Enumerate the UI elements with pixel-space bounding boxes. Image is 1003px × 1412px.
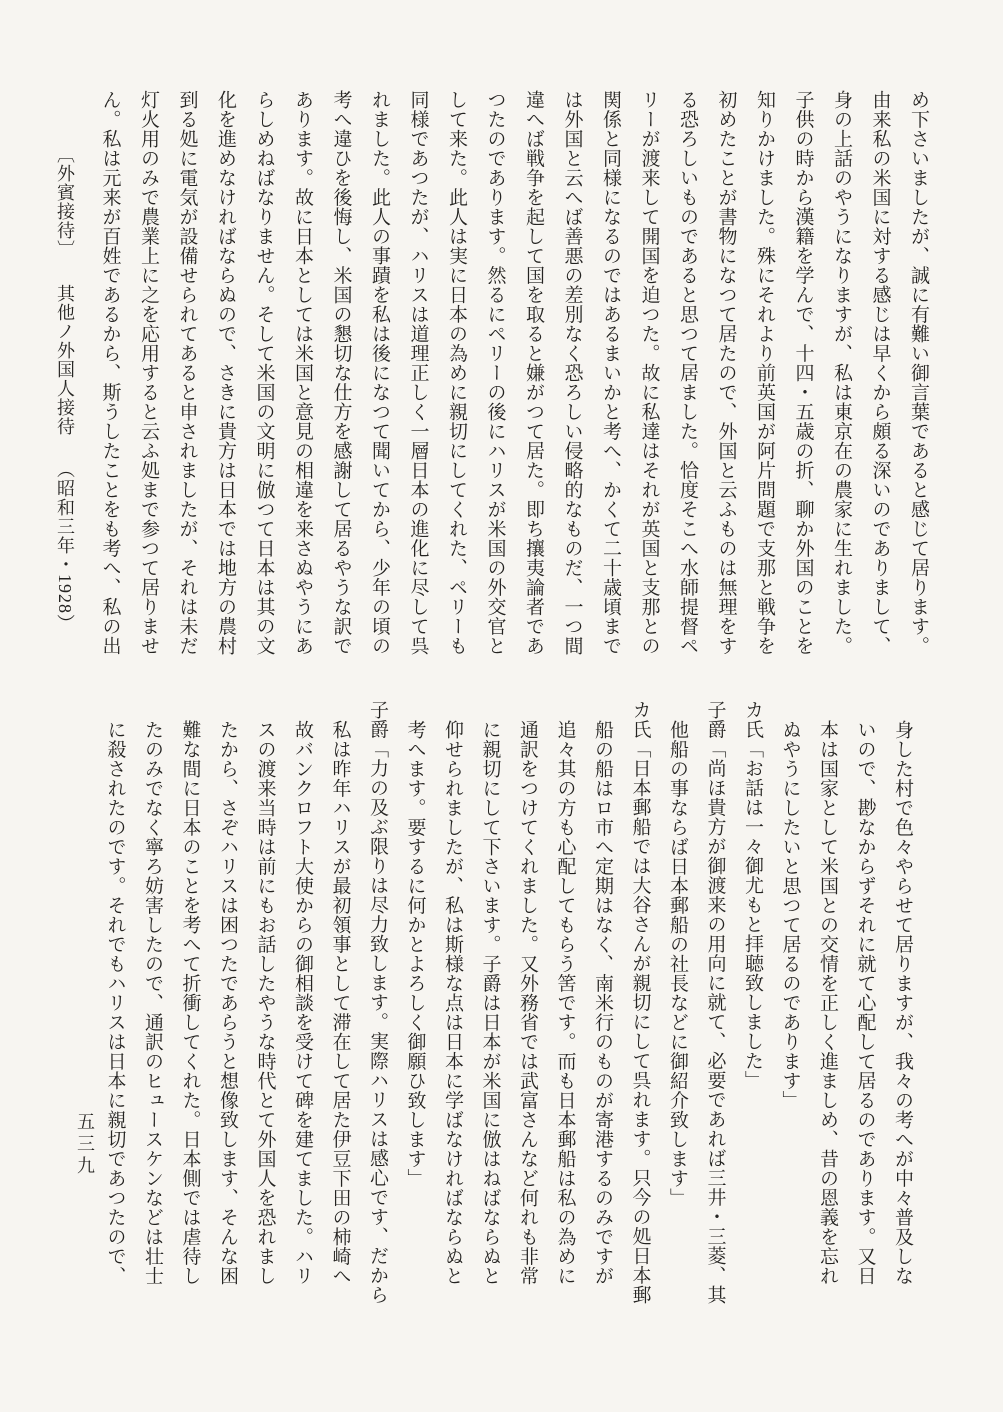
text-column: 船の船はロ市へ定期はなく、南米行のものが寄港するのみですが: [592, 720, 613, 1286]
text-column: スの渡来当時は前にもお話したやうな時代とて外国人を恐れまし: [254, 720, 276, 1286]
text-column: 灯火用のみで農業上に之を応用すると云ふ処まで参つて居りませ: [138, 90, 159, 656]
section-header: [52, 145, 78, 633]
text-column: 関係と同様になるのではあるまいかと考へ、かくて二十歳頃まで: [600, 90, 621, 656]
section-date: （昭和三年・1928）: [55, 460, 75, 633]
text-column: 難な間に日本のことを考へて折衝してくれた。日本側では虐待し: [179, 720, 201, 1286]
text-column: 子爵「力の及ぶ限りは尽力致します。実際ハリスは感心です、だから: [367, 700, 388, 1305]
text-column: 追々其の方も心配してもらう筈です。而も日本郵船は私の為めに: [554, 720, 576, 1286]
section-title: 其他ノ外国人接待: [55, 283, 75, 436]
text-column: ぬやうにしたいと思つて居るのであります」: [779, 720, 801, 1110]
text-column: 考へます。要するに何かとよろしく御願ひ致します」: [404, 720, 426, 1188]
text-column: に親切にして下さいます。子爵は日本が米国に倣はねばならぬと: [479, 720, 501, 1286]
text-column: 身した村で色々やらせて居りますが、我々の考へが中々普及しな: [892, 720, 913, 1286]
page-number: 五三九: [75, 1112, 95, 1178]
text-column: 考へ違ひを後悔し、米国の懇切な仕方を感謝して居るやうな訳で: [330, 90, 352, 656]
section-bracket-label: 〔外賓接待〕: [55, 145, 75, 259]
text-column: に殺されたのです。それでもハリスは日本に親切であつたので、: [104, 720, 126, 1286]
text-column: 違へば戦争を起して国を取ると嫌がつて居た。即ち攘夷論者であ: [523, 90, 544, 656]
text-column: 同様であつたが、ハリスは道理正しく一層日本の進化に尽して呉: [407, 90, 429, 656]
text-column: は外国と云へば善悪の差別なく恐ろしい侵略的なものだ、一つ間: [561, 90, 583, 656]
bottom-text-block: [96, 700, 921, 1320]
text-column: カ氏「お話は一々御尤もと拝聴致しました」: [742, 700, 763, 1090]
text-column: 仰せられましたが、私は斯様な点は日本に学ばなければならぬと: [442, 720, 463, 1286]
text-column: め下さいましたが、誠に有難い御言葉であると感じて居ります。: [908, 90, 929, 656]
text-column: れました。此人の事蹟を私は後になつて聞いてから、少年の頃の: [369, 90, 390, 656]
text-column: 私は昨年ハリスが最初領事として滞在して居た伊豆下田の柿崎へ: [329, 720, 351, 1286]
text-column: らしめねばなりません。そして米国の文明に倣つて日本は其の文: [253, 90, 275, 656]
text-column: 通訳をつけてくれました。又外務省では武富さんなど何れも非常: [517, 720, 538, 1286]
text-column: つたのであります。然るにペリーの後にハリスが米国の外交官と: [484, 90, 506, 656]
text-column: して来た。此人は実に日本の為めに親切にしてくれた、ペリーも: [446, 90, 467, 656]
text-column: 子供の時から漢籍を学んで、十四・五歳の折、聊か外国のことを: [792, 90, 814, 656]
text-column: いので、尠なからずそれに就て心配して居るのであります。又日: [854, 720, 876, 1286]
text-column: あります。故に日本としては米国と意見の相違を来さぬやうにあ: [292, 90, 313, 656]
text-column: カ氏「日本郵船では大谷さんが親切にして呉れます。只今の処日本郵: [629, 700, 651, 1305]
text-column: 故バンクロフト大使からの御相談を受けて碑を建てました。ハリ: [292, 720, 313, 1286]
text-column: ん。私は元来が百姓であるから、斯うしたことをも考へ、私の出: [99, 90, 121, 656]
text-column: 子爵「尚ほ貴方が御渡来の用向に就て、必要であれば三井・三菱、其: [704, 700, 726, 1305]
text-column: 他船の事ならば日本郵船の社長などに御紹介致します」: [667, 720, 688, 1208]
top-text-block: [90, 90, 937, 680]
text-column: 知りかけました。殊にそれより前英国が阿片問題で支那と戦争を: [754, 90, 775, 656]
text-column: たから、さぞハリスは困つたであらうと想像致します、そんな困: [217, 720, 238, 1286]
text-column: 到る処に電気が設備せられてあると申されましたが、それは未だ: [176, 90, 198, 656]
text-column: 化を進めなければならぬので、さきに貴方は日本では地方の農村: [215, 90, 236, 656]
text-column: たのみでなく寧ろ妨害したので、通訳のヒュースケンなどは壮士: [142, 720, 163, 1286]
text-column: 本は国家として米国との交情を正しく進ましめ、昔の恩義を忘れ: [817, 720, 838, 1286]
text-column: 身の上話のやうになりますが、私は東京在の農家に生れました。: [831, 90, 852, 656]
text-column: る恐ろしいものであると思つて居ました。恰度そこへ水師提督ペ: [677, 90, 698, 656]
text-column: リーが渡来して開国を迫つた。故に私達はそれが英国と支那との: [638, 90, 660, 656]
text-column: 由来私の米国に対する感じは早くから頗る深いのでありまして、: [869, 90, 891, 656]
text-column: 初めたことが書物になつて居たので、外国と云ふものは無理をす: [715, 90, 737, 656]
